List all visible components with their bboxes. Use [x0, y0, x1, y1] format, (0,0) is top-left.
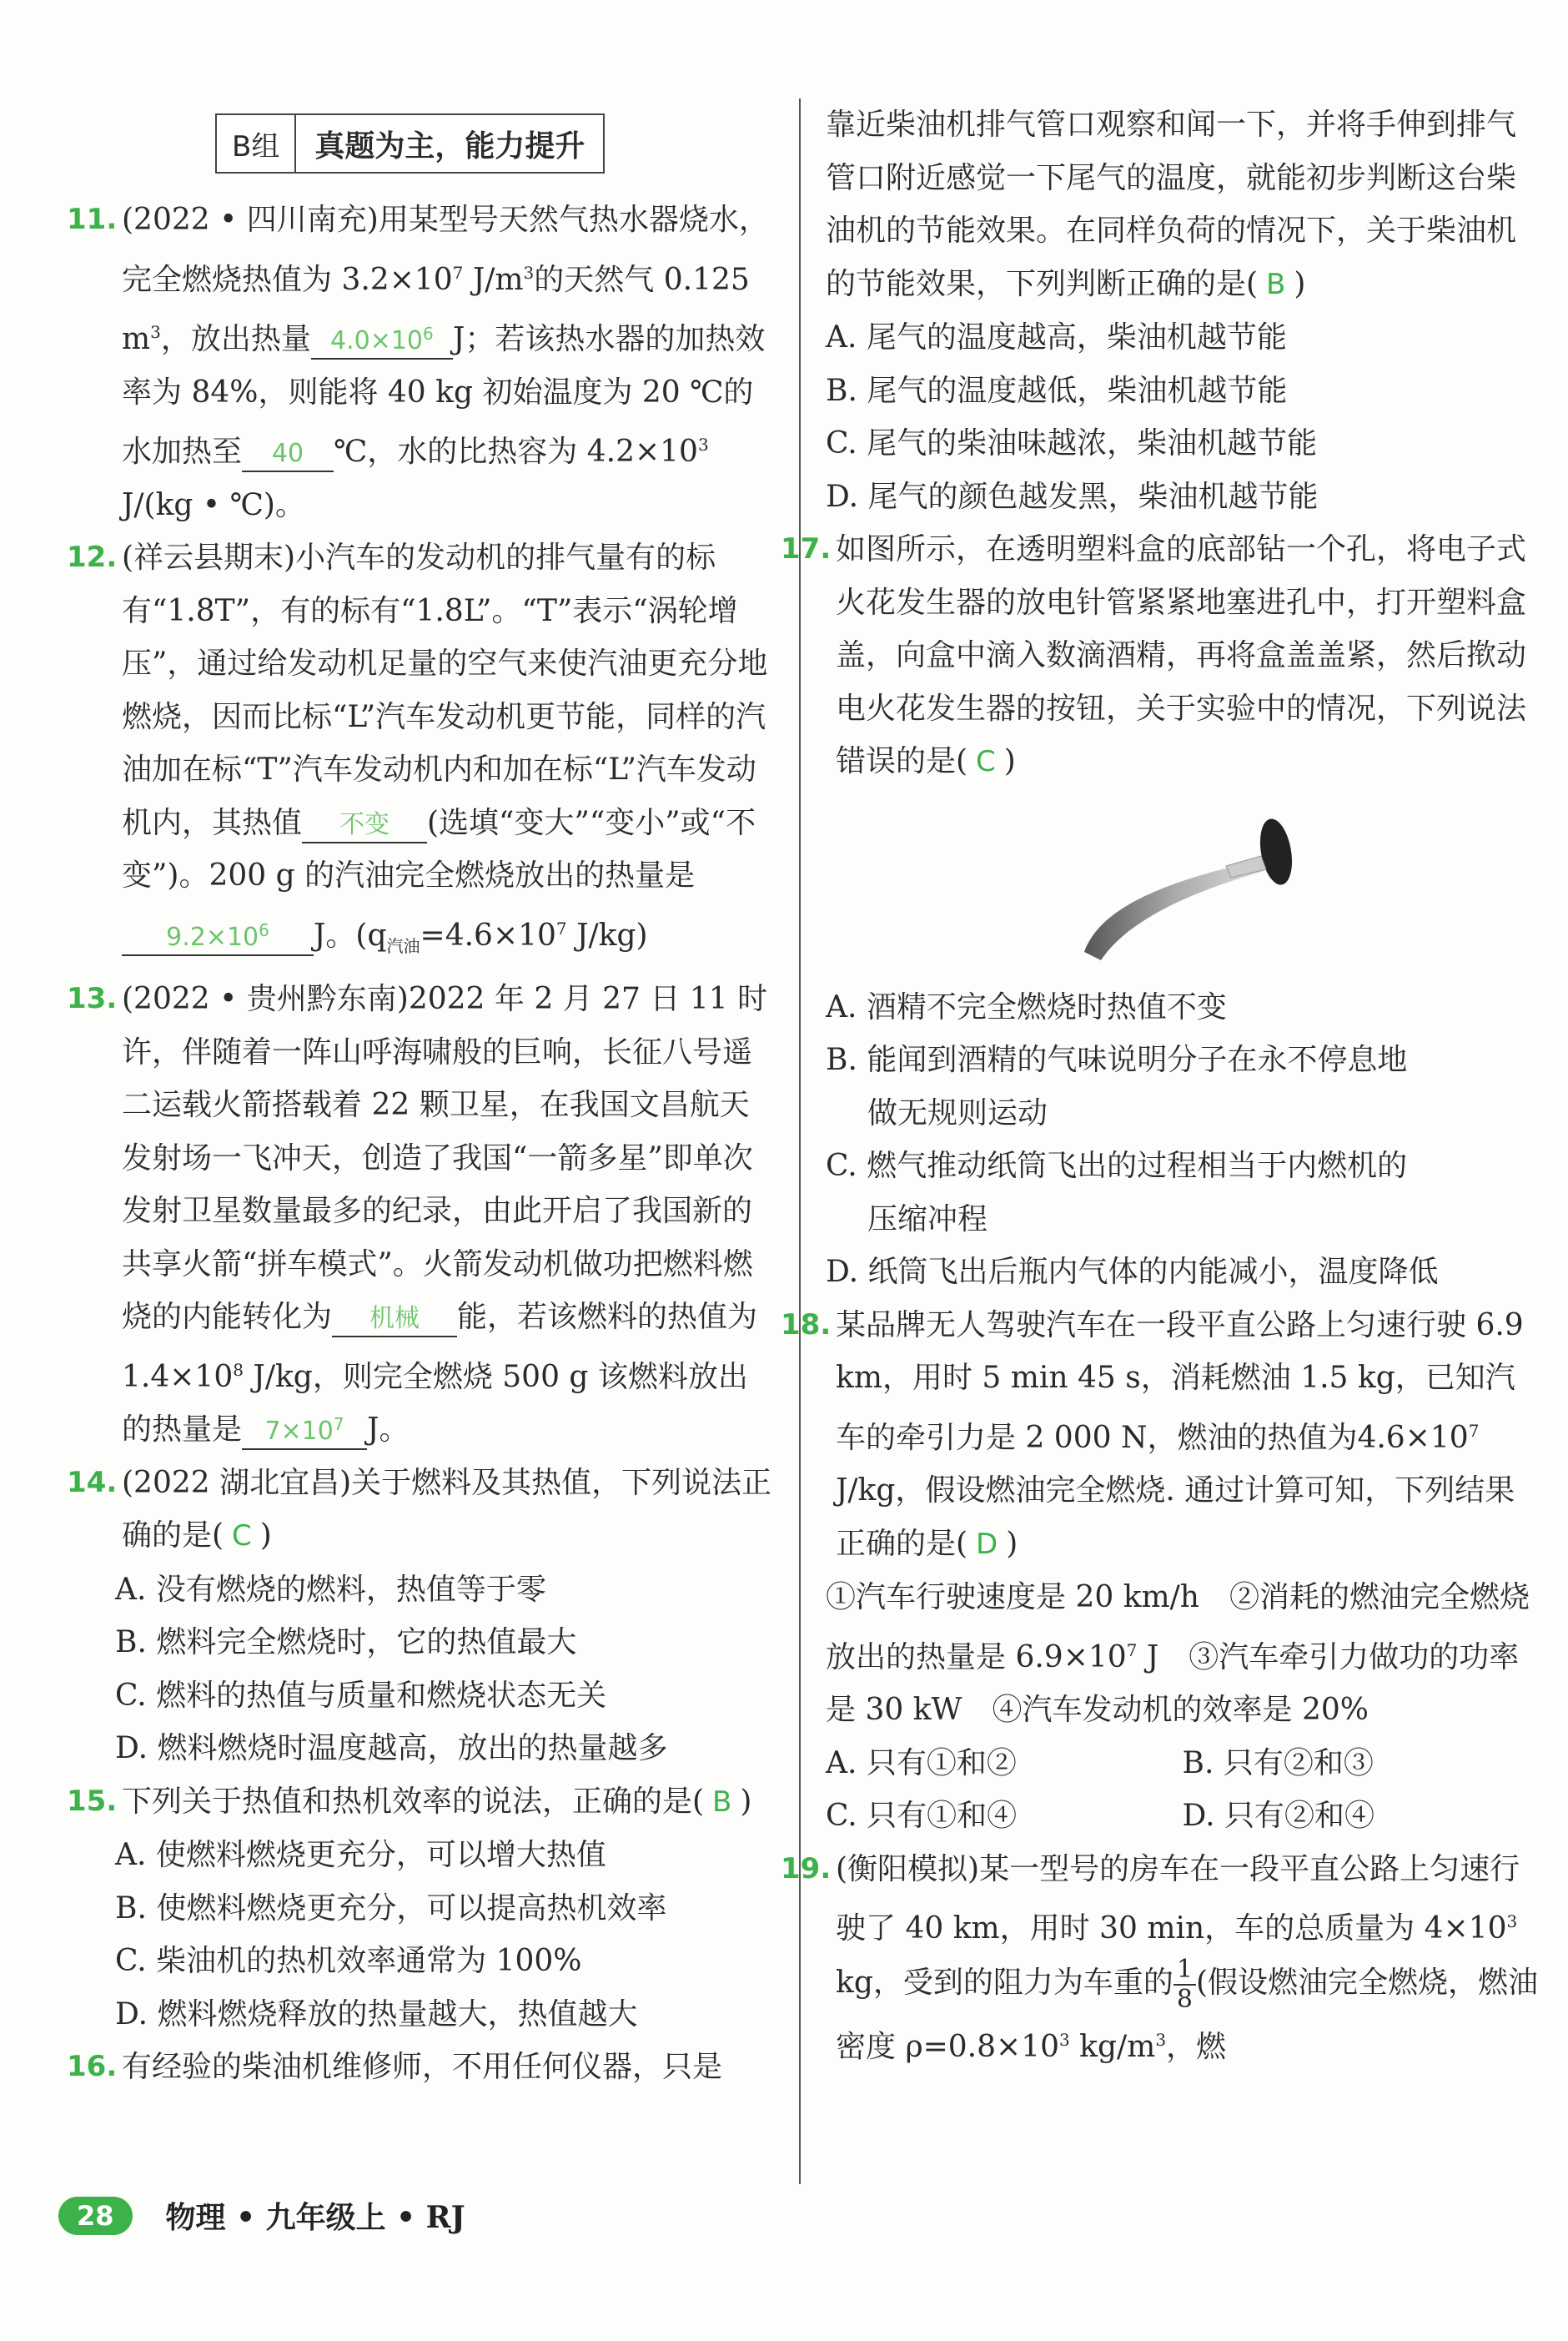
option: B. 尾气的温度越低，柴油机越节能 — [826, 373, 1288, 408]
question-15 — [67, 1775, 776, 1830]
question-stem: 某品牌无人驾驶汽车在一段平直公路上匀速行驶 6.9 km，用时 5 min 45 s，消耗燃油 1.5 kg，已知汽车的牵引力是 2 000 N，燃油的热值为4.6×10 — [836, 1307, 1524, 1455]
question-13 — [67, 973, 776, 1457]
text: J/m — [463, 262, 524, 297]
text: ) — [1006, 1526, 1018, 1561]
exponent: 7 — [1468, 1420, 1480, 1441]
question-11 — [67, 194, 776, 531]
question-stem: kg/m — [1069, 2029, 1156, 2064]
exponent: 7 — [452, 262, 464, 283]
page-number: 28 — [58, 2197, 133, 2235]
answer-blank[interactable] — [242, 437, 334, 472]
text: ，放出热量 — [160, 322, 311, 356]
answer-choice: C — [976, 745, 996, 778]
text: ) — [740, 1784, 752, 1819]
question-14 — [67, 1457, 776, 1563]
text: ) — [1003, 744, 1016, 778]
question-16 — [67, 2041, 776, 2094]
text: (祥云县期末)小汽车的发动机的排气量有的标有“1.8T”，有的标有“1.8L”。“T”表示“涡轮增压”，通过给发动机足量的空气来使汽油更充分地燃烧，因而比标“L”汽车发动机更节能，同样的汽油加在标“T”汽车发动机内和加在标“L”汽车发动机内，其热值 — [122, 541, 768, 840]
question-stem: (2022 湖北宜昌)关于燃料及其热值，下列说法正确的是( — [122, 1465, 772, 1553]
exponent: 3 — [697, 435, 709, 455]
question-number: 12. — [67, 541, 118, 574]
question-18 — [781, 1299, 1539, 1572]
option: C. 尾气的柴油味越浓，柴油机越节能 — [826, 426, 1318, 461]
answer-choice: D — [976, 1527, 998, 1561]
question-number: 17. — [781, 532, 832, 566]
option: A. 没有燃烧的燃料，热值等于零 — [115, 1572, 546, 1607]
right-column — [781, 98, 1539, 2073]
question-stem: J/kg，假设燃油完全燃烧. 通过计算可知，下列结果正确的是( — [836, 1473, 1515, 1561]
text: ℃，水的比热容为 4.2×10 — [334, 435, 698, 469]
option: D. 燃料燃烧时温度越高，放出的热量越多 — [115, 1731, 668, 1766]
text: J/(kg • ℃)。 — [122, 487, 305, 522]
option: C. 燃料的热值与质量和燃烧状态无关 — [115, 1678, 607, 1713]
question-number: 18. — [781, 1307, 832, 1342]
spark-generator-figure — [1068, 806, 1318, 973]
group-title: 真题为主，能力提升 — [314, 128, 585, 164]
question-stem: (假设燃油完全燃烧，燃油密度 ρ=0.8×10 — [836, 1965, 1539, 2064]
option: D. 尾气的颜色越发黑，柴油机越节能 — [826, 479, 1319, 514]
question-stem: 靠近柴油机排气管口观察和闻一下，并将手伸到排气管口附近感觉一下尾气的温度，就能初步判断这台柴油机的节能效果。在同样负荷的情况下，关于柴油机的节能效果，下列判断正确的是( — [826, 108, 1517, 301]
exponent: 7 — [333, 1414, 344, 1435]
text: J/kg，则完全燃烧 500 g 该燃料放出的热量是 — [122, 1359, 748, 1447]
option: B. 只有②和③ — [1182, 1745, 1374, 1780]
question-17 — [781, 523, 1539, 789]
answer-blank[interactable] — [311, 317, 453, 360]
text: ) — [259, 1518, 272, 1553]
option: B. 使燃料燃烧更充分，可以提高热机效率 — [115, 1890, 667, 1926]
option-continued: 压缩冲程 — [867, 1201, 988, 1236]
text: (2022 • 贵州黔东南)2022 年 2 月 27 日 11 时许，伴随着一阵山呼海啸般的巨响，长征八号遥二运载火箭搭载着 22 颗卫星，在我国文昌航天发射场一飞冲天，创造了我国“一箭多星”即单次发射卫星数量最多的纪录，由此开启了我国新的共享火箭“拼车模式”。火箭发动机做功把燃料燃烧的内能转化为 — [122, 982, 768, 1335]
exponent: 3 — [1506, 1911, 1518, 1931]
question-stem: kg，受到的阻力为车重的 — [836, 1965, 1173, 2000]
option: C. 柴油机的热机效率通常为 100% — [115, 1944, 582, 1979]
answer-choice: B — [1266, 267, 1286, 301]
blank-answer: 9.2×10 — [166, 922, 259, 952]
answer-blank[interactable] — [332, 1302, 457, 1337]
question-stem: ，燃 — [1166, 2029, 1227, 2064]
question-number: 14. — [67, 1465, 118, 1499]
text: J；若该热水器的加热效率为 84%，则能将 40 kg 初始温度为 20 ℃的水加热至 — [122, 322, 766, 469]
left-column — [67, 194, 776, 2094]
subscript: 汽油 — [386, 935, 420, 956]
blank-answer: 40 — [271, 439, 304, 468]
fraction — [1173, 1956, 1196, 2014]
text: J。 — [367, 1412, 410, 1447]
option: B. 能闻到酒精的气味说明分子在永不停息地 — [826, 1043, 1408, 1077]
option: A. 酒精不完全燃烧时热值不变 — [826, 989, 1227, 1025]
exponent: 7 — [1126, 1639, 1138, 1660]
question-16-continued — [826, 98, 1539, 311]
answer-choice: B — [712, 1785, 732, 1819]
group-tag: B组 — [217, 115, 296, 172]
option: A. 尾气的温度越高，柴油机越节能 — [826, 320, 1287, 355]
statements — [826, 1571, 1539, 1737]
exponent: 3 — [1155, 2029, 1167, 2050]
option: D. 纸筒飞出后瓶内气体的内能减小，温度降低 — [826, 1255, 1439, 1289]
question-number: 11. — [67, 203, 118, 236]
option: C. 燃气推动纸筒飞出的过程相当于内燃机的 — [826, 1149, 1408, 1183]
question-number: 13. — [67, 982, 118, 1016]
question-stem: 如图所示，在透明塑料盒的底部钻一个孔，将电子式火花发生器的放电针管紧紧地塞进孔中，打开塑料盒盖，向盒中滴入数滴酒精，再将盒盖盖紧，然后揿动电火花发生器的按钮，关于实验中的情况，下列说法错误的是( — [836, 532, 1527, 778]
text: 的天然气 0.125 m — [122, 262, 750, 356]
question-stem: 有经验的柴油机维修师，不用任何仪器，只是 — [122, 2050, 723, 2085]
answer-choice: C — [232, 1519, 252, 1553]
text: (2022 • 四川南充)用某型号天然气热水器烧水，完全燃烧热值为 3.2×10 — [122, 203, 769, 297]
blank-answer: 机械 — [369, 1304, 420, 1334]
question-stem: 下列关于热值和热机效率的说法，正确的是( — [122, 1784, 705, 1819]
blank-answer: 不变 — [339, 809, 390, 839]
question-number: 16. — [67, 2050, 118, 2084]
option-row — [826, 1790, 1539, 1843]
footer-text: 物理 • 九年级上 • RJ — [165, 2200, 465, 2235]
question-stem: (衡阳模拟)某一型号的房车在一段平直公路上匀速行驶了 40 km，用时 30 min，车的总质量为 4×10 — [836, 1851, 1520, 1946]
option: B. 燃料完全燃烧时，它的热值最大 — [115, 1625, 577, 1660]
text: =4.6×10 — [420, 918, 556, 953]
text: (选填“变大”“变小”或“不变”)。200 g 的汽油完全燃烧放出的热量是 — [122, 805, 756, 893]
question-number: 19. — [781, 1851, 832, 1885]
option: D. 只有②和④ — [1182, 1799, 1375, 1833]
question-number: 15. — [67, 1784, 118, 1818]
exponent: 3 — [150, 322, 161, 342]
option: A. 只有①和② — [826, 1745, 1017, 1780]
fraction-denominator: 8 — [1176, 1984, 1193, 2014]
group-header — [215, 113, 605, 174]
exponent: 6 — [259, 919, 269, 940]
fraction-numerator: 1 — [1173, 1956, 1196, 1986]
option-continued: 做无规则运动 — [867, 1095, 1048, 1130]
page-footer — [58, 2194, 465, 2237]
statement-text: ①汽车行驶速度是 20 km/h ②消耗的燃油完全燃烧放出的热量是 6.9×10 — [826, 1580, 1530, 1674]
question-19 — [781, 1843, 1539, 2074]
option: D. 燃料燃烧释放的热量越大，热值越大 — [115, 1996, 638, 2031]
text: J。(q — [314, 918, 387, 953]
option: C. 只有①和④ — [826, 1799, 1018, 1833]
text: J/kg) — [566, 918, 648, 953]
statement-text: J ③汽车牵引力做功的功率是 30 kW ④汽车发动机的效率是 20% — [826, 1639, 1520, 1727]
text: 能，若该燃料的热值为 1.4×10 — [122, 1300, 758, 1394]
exponent: 6 — [423, 324, 434, 344]
option-row — [826, 1737, 1539, 1790]
exponent: 8 — [233, 1359, 244, 1380]
answer-blank[interactable] — [302, 808, 427, 843]
option: A. 使燃料燃烧更充分，可以增大热值 — [115, 1838, 606, 1873]
blank-answer: 7×10 — [264, 1417, 334, 1447]
question-12 — [67, 531, 776, 973]
text: ) — [1294, 266, 1306, 301]
answer-blank[interactable] — [122, 914, 314, 956]
blank-answer: 4.0×10 — [330, 326, 424, 355]
answer-blank[interactable] — [242, 1407, 367, 1450]
exponent: 3 — [523, 262, 535, 283]
exponent: 3 — [1059, 2029, 1070, 2050]
exponent: 7 — [555, 918, 567, 939]
